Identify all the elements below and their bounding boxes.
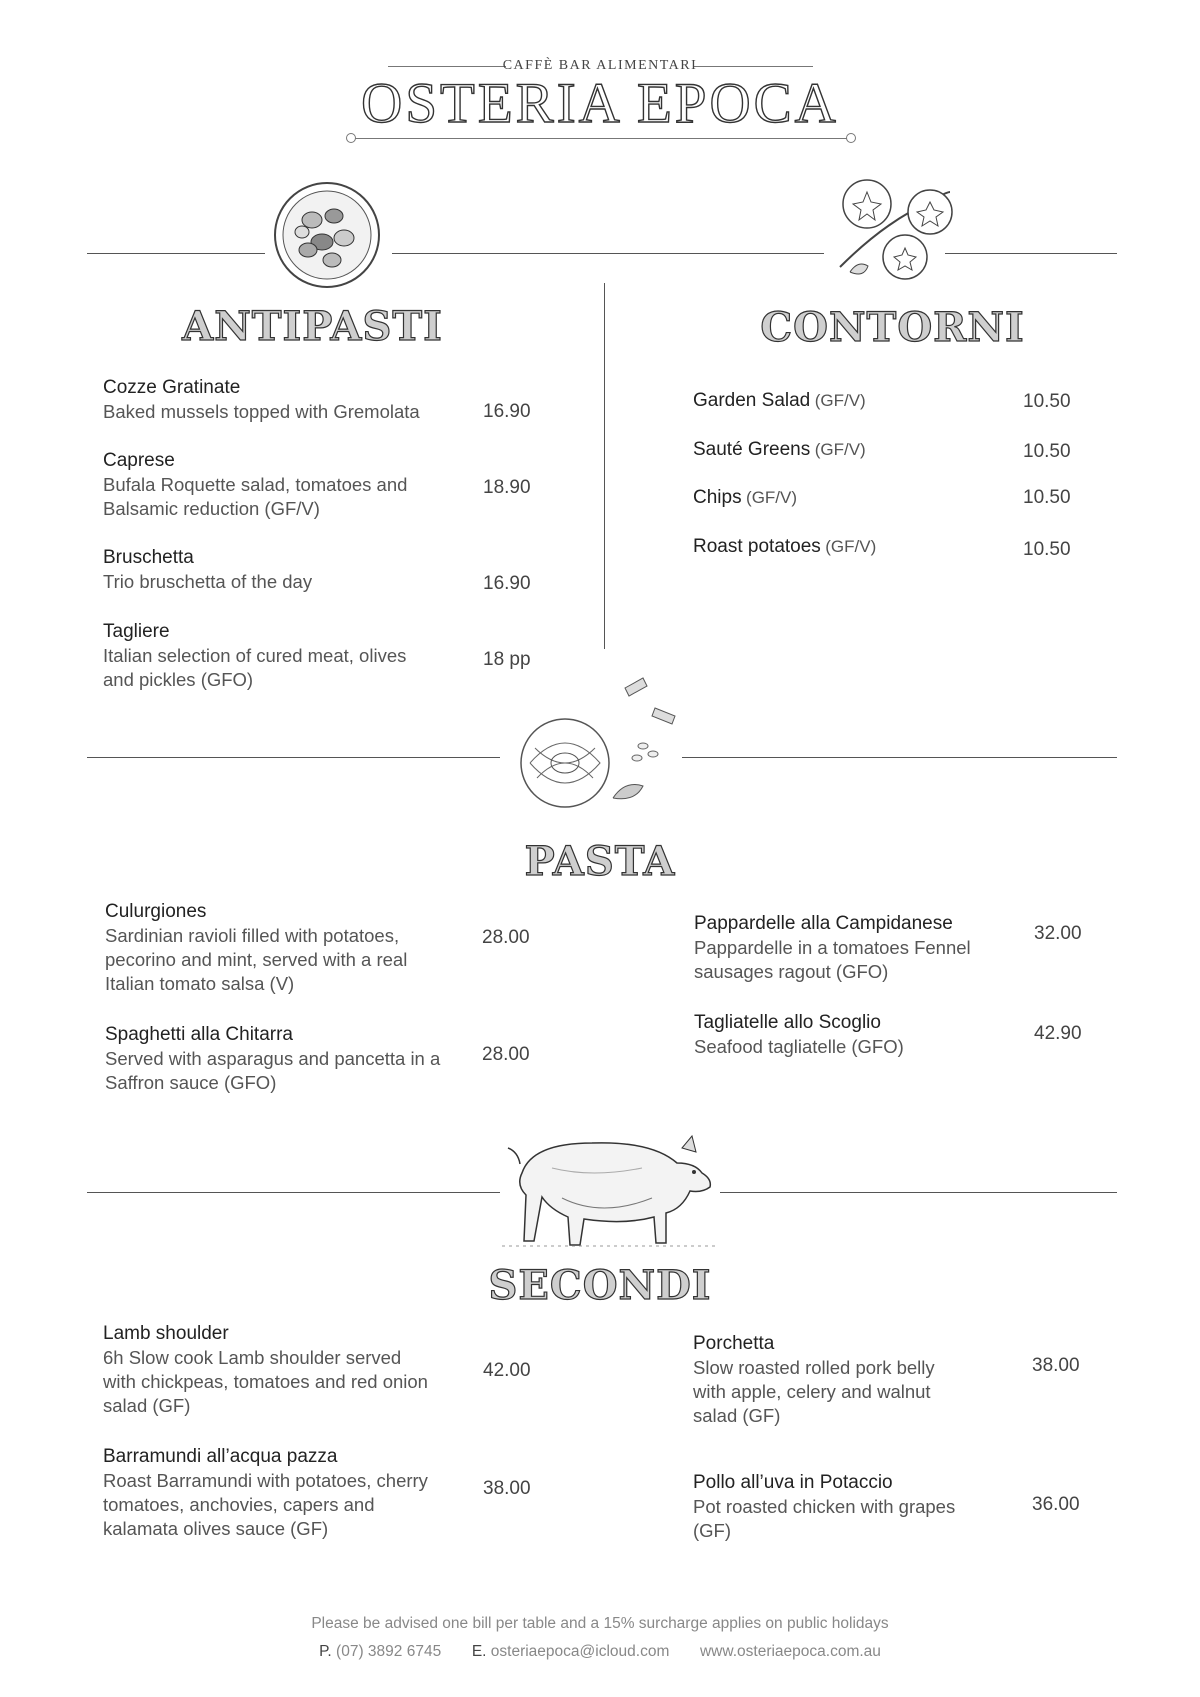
item-name: Caprese — [103, 450, 175, 471]
item-description: Bufala Roquette salad, tomatoes and Balsamic reduction (GF/V) — [103, 474, 408, 519]
menu-item — [694, 912, 1154, 984]
olive-bowl-illustration-icon — [272, 180, 382, 290]
item-name: Spaghetti alla Chitarra — [105, 1024, 293, 1045]
item-price: 10.50 — [1023, 441, 1071, 462]
menu-item — [693, 1332, 1153, 1428]
divider-secondi-left — [87, 1192, 500, 1193]
divider-pasta-left — [87, 757, 500, 758]
item-description: Sardinian ravioli filled with potatoes, pecorino and mint, served with a real Italian tomato salsa (V) — [105, 925, 408, 994]
item-name: Roast potatoes — [693, 536, 821, 557]
item-description: Seafood tagliatelle (GFO) — [694, 1036, 904, 1057]
phone-number[interactable]: (07) 3892 6745 — [336, 1643, 442, 1660]
item-name: Cozze Gratinate — [103, 377, 241, 398]
item-name: Sauté Greens — [693, 439, 811, 460]
menu-item — [693, 390, 866, 412]
item-price: 18 pp — [483, 649, 531, 670]
item-dietary-tag: (GF/V) — [814, 391, 866, 410]
item-price: 36.00 — [1032, 1494, 1080, 1515]
item-description: Italian selection of cured meat, olives and pickles (GFO) — [103, 645, 407, 690]
phone-label: P. — [319, 1643, 332, 1660]
item-dietary-tag: (GF/V) — [825, 537, 877, 556]
item-price: 42.00 — [483, 1360, 531, 1381]
logo-underline — [352, 138, 850, 139]
item-price: 16.90 — [483, 401, 531, 422]
divider-top-middle — [392, 253, 824, 254]
item-price: 18.90 — [483, 477, 531, 498]
cherry-tomato-vine-illustration-icon — [830, 172, 960, 292]
item-price: 28.00 — [482, 1044, 530, 1065]
section-title-antipasti: ANTIPASTI — [182, 303, 443, 350]
divider-pasta-right — [682, 757, 1117, 758]
item-name: Bruschetta — [103, 547, 194, 568]
divider-secondi-right — [720, 1192, 1117, 1193]
section-title-contorni: CONTORNI — [760, 304, 1025, 351]
item-description: Pappardelle in a tomatoes Fennel sausages ragout (GFO) — [694, 937, 971, 982]
menu-item — [693, 439, 866, 461]
pasta-nest-illustration-icon — [505, 668, 705, 818]
item-description: Trio bruschetta of the day — [103, 571, 313, 592]
item-price: 38.00 — [1032, 1355, 1080, 1376]
item-name: Tagliere — [103, 621, 170, 642]
menu-item — [693, 536, 876, 558]
item-description: Pot roasted chicken with grapes (GF) — [693, 1496, 956, 1541]
item-name: Barramundi all’acqua pazza — [103, 1446, 338, 1467]
item-description: Served with asparagus and pancetta in a Saffron sauce (GFO) — [105, 1048, 441, 1093]
pig-illustration-icon — [502, 1128, 717, 1248]
item-name: Pappardelle alla Campidanese — [694, 913, 953, 934]
item-name: Culurgiones — [105, 901, 207, 922]
email-address[interactable]: osteriaepoca@icloud.com — [490, 1643, 670, 1660]
item-description: Baked mussels topped with Gremolata — [103, 401, 420, 422]
menu-item — [693, 487, 797, 509]
menu-item — [694, 1011, 1154, 1059]
email-label: E. — [471, 1643, 487, 1660]
item-dietary-tag: (GF/V) — [746, 488, 798, 507]
item-name: Garden Salad — [693, 390, 811, 411]
logo-ornament-right — [846, 133, 856, 143]
item-price: 10.50 — [1023, 487, 1071, 508]
item-name: Pollo all’uva in Potaccio — [693, 1472, 893, 1493]
item-price: 16.90 — [483, 573, 531, 594]
item-price: 42.90 — [1034, 1023, 1082, 1044]
item-name: Chips — [693, 487, 742, 508]
item-price: 10.50 — [1023, 539, 1071, 560]
divider-top-left — [87, 253, 265, 254]
section-title-pasta: PASTA — [524, 838, 676, 885]
item-dietary-tag: (GF/V) — [814, 440, 866, 459]
footer-notice: Please be advised one bill per table and a 15% surcharge applies on public holidays — [311, 1615, 889, 1632]
website-link[interactable]: www.osteriaepoca.com.au — [699, 1643, 881, 1660]
logo-ornament-left — [346, 133, 356, 143]
footer-contact — [0, 1643, 1200, 1661]
item-description: Slow roasted rolled pork belly with apple, celery and walnut salad (GF) — [693, 1357, 935, 1426]
section-title-secondi: SECONDI — [488, 1262, 712, 1309]
menu-item — [693, 1471, 1153, 1543]
item-name: Porchetta — [693, 1333, 775, 1354]
item-name: Lamb shoulder — [103, 1323, 229, 1344]
item-price: 32.00 — [1034, 923, 1082, 944]
item-price: 38.00 — [483, 1478, 531, 1499]
column-divider — [604, 283, 605, 649]
logo-brand-name: OSTERIA EPOCA — [361, 72, 839, 135]
item-description: Roast Barramundi with potatoes, cherry tomatoes, anchovies, capers and kalamata olives sauce (GF) — [103, 1470, 428, 1539]
logo-tagline: CAFFÈ BAR ALIMENTARI — [502, 58, 698, 73]
divider-top-right — [945, 253, 1117, 254]
item-name: Tagliatelle allo Scoglio — [694, 1012, 881, 1033]
item-price: 10.50 — [1023, 391, 1071, 412]
item-description: 6h Slow cook Lamb shoulder served with chickpeas, tomatoes and red onion salad (GF) — [103, 1347, 428, 1416]
item-price: 28.00 — [482, 927, 530, 948]
